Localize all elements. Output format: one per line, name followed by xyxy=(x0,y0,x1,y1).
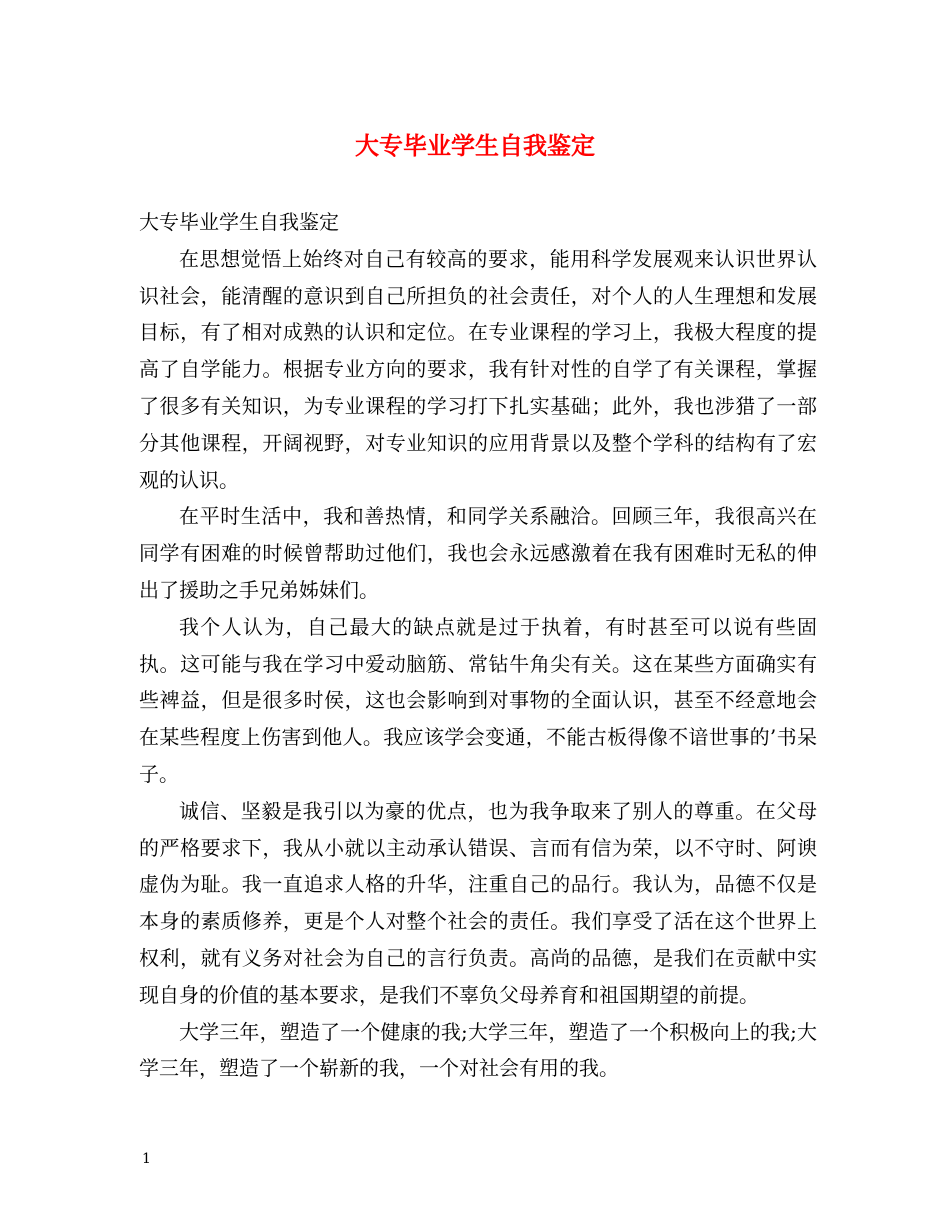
page-number: 1 xyxy=(142,1151,151,1167)
paragraph-2: 在平时生活中，我和善热情，和同学关系融洽。回顾三年，我很高兴在同学有困难的时候曾帮助过他们，我也会永远感激着在我有困难时无私的伸出了援助之手兄弟姊妹们。 xyxy=(139,504,817,602)
paragraph-5: 大学三年，塑造了一个健康的我;大学三年，塑造了一个积极向上的我;大学三年，塑造了一个崭新的我，一个对社会有用的我。 xyxy=(139,1019,817,1081)
paragraph-4: 诚信、坚毅是我引以为豪的优点，也为我争取来了别人的尊重。在父母的严格要求下，我从小就以主动承认错误、言而有信为荣，以不守时、阿谀虚伪为耻。我一直追求人格的升华，注重自己的品行。我认为，品德不仅是本身的素质修养，更是个人对整个社会的责任。我们享受了活在这个世界上权利，就有义务对社会为自己的言行负责。高尚的品德，是我们在贡献中实现自身的价值的基本要求，是我们不辜负父母养育和祖国期望的前提。 xyxy=(139,798,817,1007)
document-title: 大专毕业学生自我鉴定 xyxy=(355,132,595,160)
paragraph-1: 在思想觉悟上始终对自己有较高的要求，能用科学发展观来认识世界认识社会，能清醒的意识到自己所担负的社会责任，对个人的人生理想和发展目标，有了相对成熟的认识和定位。在专业课程的学习上，我极大程度的提高了自学能力。根据专业方向的要求，我有针对性的自学了有关课程，掌握了很多有关知识，为专业课程的学习打下扎实基础；此外，我也涉猎了一部分其他课程，开阔视野，对专业知识的应用背景以及整个学科的结构有了宏观的认识。 xyxy=(139,246,817,492)
paragraph-3: 我个人认为，自己最大的缺点就是过于执着，有时甚至可以说有些固执。这可能与我在学习中爱动脑筋、常钻牛角尖有关。这在某些方面确实有些裨益，但是很多时侯，这也会影响到对事物的全面认识，甚至不经意地会在某些程度上伤害到他人。我应该学会变通，不能古板得像不谙世事的’书呆子。 xyxy=(139,614,817,786)
document-subtitle: 大专毕业学生自我鉴定 xyxy=(139,210,339,234)
document-body xyxy=(139,204,817,1087)
